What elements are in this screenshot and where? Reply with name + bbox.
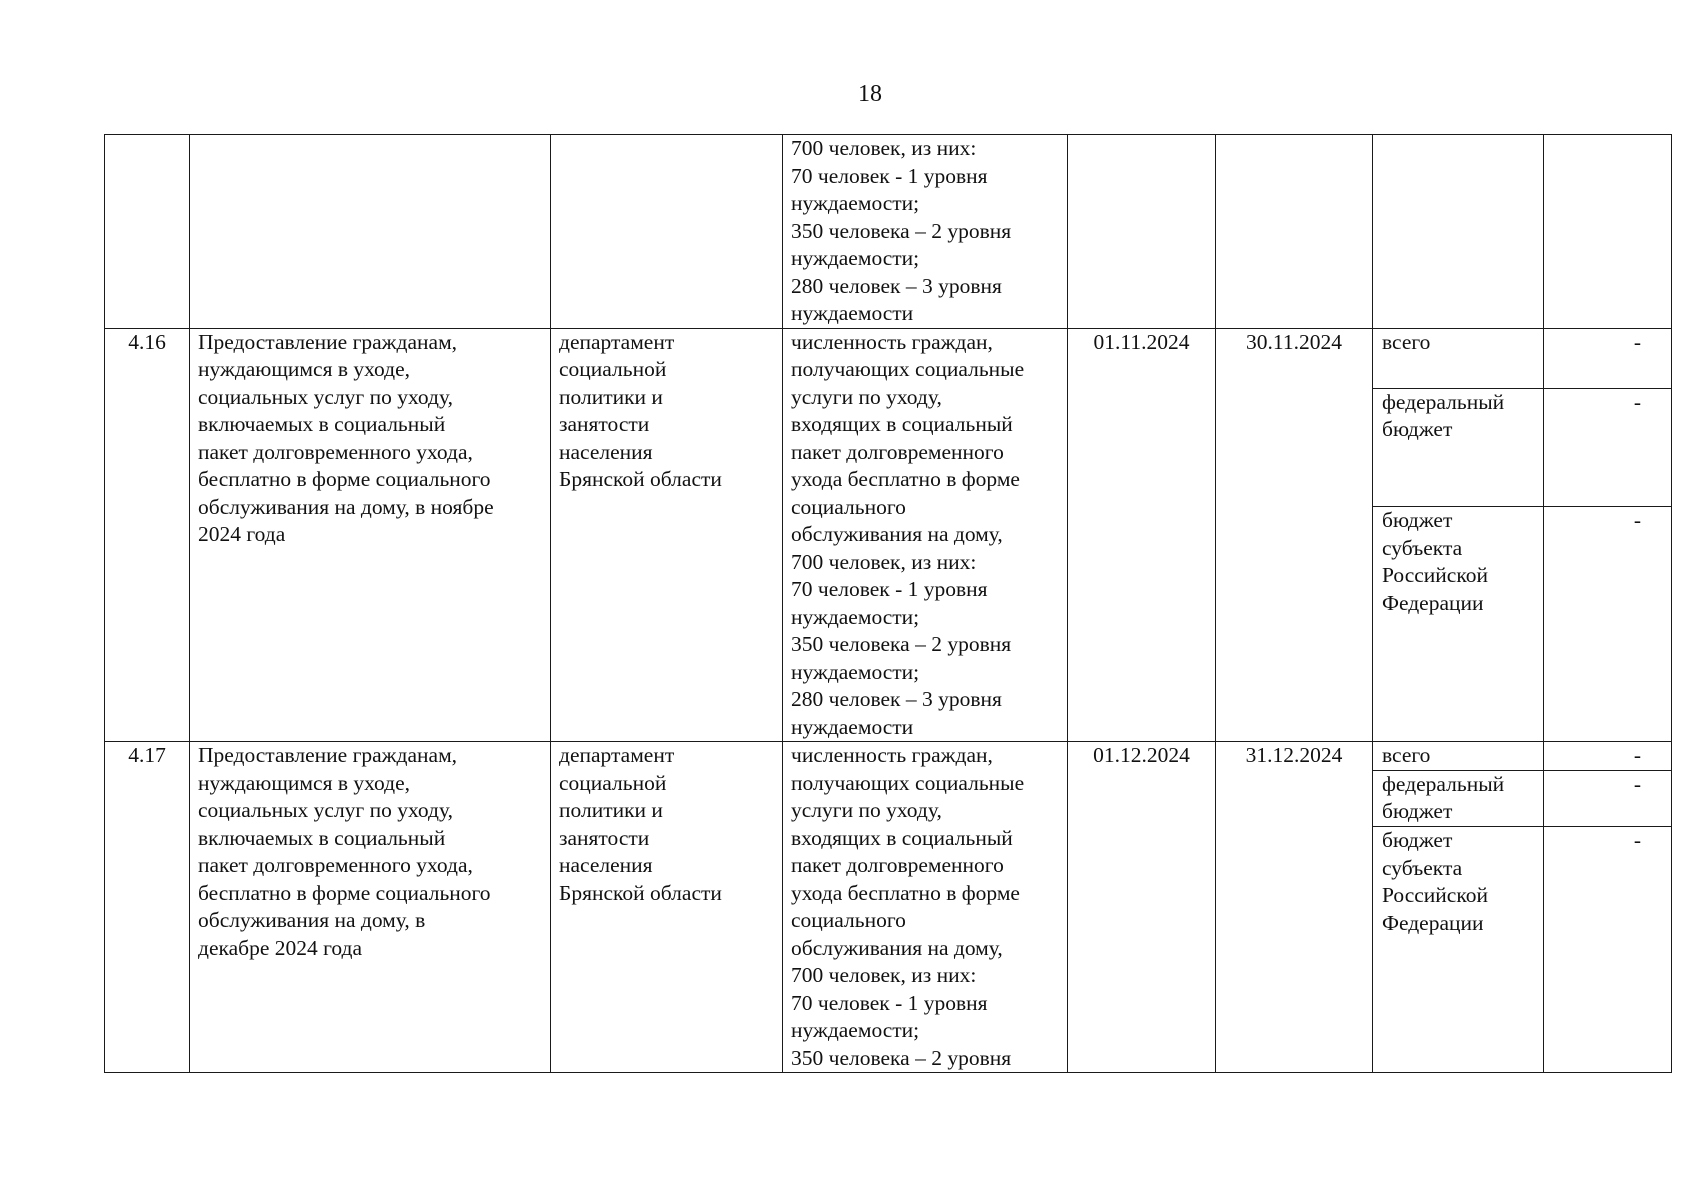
indicator-line: пакет долговременного bbox=[791, 853, 1004, 877]
event-line: социальных услуг по уходу, bbox=[198, 798, 453, 822]
responsible-line: социальной bbox=[559, 770, 667, 795]
funding-amount: - bbox=[1544, 742, 1672, 771]
indicator-line: 70 человек - 1 уровня bbox=[791, 990, 988, 1015]
indicator-line: 350 человека – 2 уровня bbox=[791, 218, 1012, 243]
indicator-line: входящих в социальный bbox=[791, 825, 1013, 850]
indicator-line: социального bbox=[791, 494, 906, 519]
start-date: 01.11.2024 bbox=[1068, 328, 1216, 742]
indicator-line: получающих социальные bbox=[791, 357, 1025, 381]
indicator-line: услуги по уходу, bbox=[791, 798, 942, 822]
event-line: бесплатно в форме социального bbox=[198, 880, 491, 905]
funding-source-line: бюджет bbox=[1382, 417, 1453, 442]
row-number: 4.17 bbox=[105, 742, 190, 1073]
responsible-cell bbox=[551, 328, 783, 742]
end-date: 31.12.2024 bbox=[1216, 742, 1373, 1073]
funding-amount: - bbox=[1544, 827, 1672, 1073]
event-line: пакет долговременного ухода, bbox=[198, 439, 473, 464]
indicator-line: 700 человек, из них: bbox=[791, 549, 977, 574]
indicator-line: нуждаемости; bbox=[791, 659, 920, 684]
indicator-line: нуждаемости; bbox=[791, 246, 920, 270]
event-line: пакет долговременного ухода, bbox=[198, 853, 473, 877]
responsible-cell bbox=[551, 742, 783, 1073]
indicator-line: численность граждан, bbox=[791, 743, 993, 767]
responsible-line: занятости bbox=[559, 825, 650, 850]
funding-source-line: федеральный bbox=[1382, 771, 1505, 796]
event-cell bbox=[190, 742, 551, 1073]
funding-source-line: бюджет bbox=[1382, 828, 1453, 852]
indicator-line: нуждаемости; bbox=[791, 1018, 920, 1042]
event-line: социальных услуг по уходу, bbox=[198, 384, 453, 409]
indicator-line: нуждаемости; bbox=[791, 604, 920, 629]
event-line: нуждающимся в уходе, bbox=[198, 770, 411, 795]
indicator-line: 350 человека – 2 уровня bbox=[791, 1045, 1012, 1070]
funding-source-line: Российской bbox=[1382, 883, 1488, 907]
funding-amount: - bbox=[1544, 388, 1672, 506]
indicator-line: обслуживания на дому, bbox=[791, 935, 1003, 960]
funding-source-line: всего bbox=[1382, 743, 1431, 767]
funding-amount-cell bbox=[1544, 135, 1672, 329]
funding-source-line: субъекта bbox=[1382, 855, 1463, 880]
indicator-line: 70 человек - 1 уровня bbox=[791, 577, 988, 601]
indicator-line: ухода бесплатно в форме bbox=[791, 467, 1020, 491]
indicator-line: 700 человек, из них: bbox=[791, 136, 977, 160]
funding-source-cell bbox=[1373, 135, 1544, 329]
funding-source bbox=[1373, 742, 1544, 771]
funding-source bbox=[1373, 388, 1544, 506]
indicator-line: 280 человек – 3 уровня bbox=[791, 687, 1002, 711]
indicator-cell bbox=[783, 328, 1068, 742]
event-line: бесплатно в форме социального bbox=[198, 467, 491, 491]
funding-source bbox=[1373, 507, 1544, 742]
funding-source-line: всего bbox=[1382, 329, 1431, 354]
indicator-line: 280 человек – 3 уровня bbox=[791, 273, 1002, 298]
indicator-line: входящих в социальный bbox=[791, 412, 1013, 436]
number-cell bbox=[105, 135, 190, 329]
page-number: 18 bbox=[858, 81, 882, 107]
funding-source-line: бюджет bbox=[1382, 508, 1453, 533]
responsible-line: политики и bbox=[559, 384, 663, 409]
indicator-line: обслуживания на дому, bbox=[791, 522, 1003, 546]
responsible-line: социальной bbox=[559, 357, 667, 381]
row-number: 4.16 bbox=[105, 328, 190, 742]
responsible-line: департамент bbox=[559, 743, 675, 767]
event-line: декабре 2024 года bbox=[198, 935, 363, 960]
event-line: обслуживания на дому, в ноябре bbox=[198, 494, 494, 519]
event-line: включаемых в социальный bbox=[198, 412, 446, 436]
indicator-line: 70 человек - 1 уровня bbox=[791, 163, 988, 188]
indicator-line: социального bbox=[791, 908, 906, 932]
event-line: включаемых в социальный bbox=[198, 825, 446, 850]
funding-source-line: федеральный bbox=[1382, 389, 1505, 414]
event-cell bbox=[190, 328, 551, 742]
indicator-line: 350 человека – 2 уровня bbox=[791, 632, 1012, 656]
funding-amount: - bbox=[1544, 507, 1672, 742]
funding-source bbox=[1373, 328, 1544, 388]
responsible-line: Брянской области bbox=[559, 467, 722, 491]
responsible-cell bbox=[551, 135, 783, 329]
indicator-cell bbox=[783, 135, 1068, 329]
table-row-4-17 bbox=[105, 742, 1672, 771]
funding-source-line: Российской bbox=[1382, 563, 1488, 588]
event-line: Предоставление гражданам, bbox=[198, 329, 458, 354]
funding-source-line: Федерации bbox=[1382, 590, 1484, 615]
start-date: 01.12.2024 bbox=[1068, 742, 1216, 1073]
indicator-cell bbox=[783, 742, 1068, 1073]
indicator-line: пакет долговременного bbox=[791, 439, 1004, 464]
funding-source bbox=[1373, 827, 1544, 1073]
indicator-line: ухода бесплатно в форме bbox=[791, 880, 1020, 905]
indicator-line: нуждаемости bbox=[791, 714, 914, 739]
event-line: Предоставление гражданам, bbox=[198, 743, 458, 767]
indicator-line: 700 человек, из них: bbox=[791, 963, 977, 987]
funding-source-line: субъекта bbox=[1382, 535, 1463, 560]
indicator-line: нуждаемости bbox=[791, 301, 914, 325]
responsible-line: Брянской области bbox=[559, 880, 722, 905]
table-row-4-16 bbox=[105, 328, 1672, 388]
event-cell bbox=[190, 135, 551, 329]
measures-table bbox=[104, 134, 1672, 1073]
indicator-line: услуги по уходу, bbox=[791, 384, 942, 409]
start-date-cell bbox=[1068, 135, 1216, 329]
responsible-line: департамент bbox=[559, 329, 675, 354]
responsible-line: населения bbox=[559, 439, 653, 464]
event-line: 2024 года bbox=[198, 522, 286, 546]
indicator-line: нуждаемости; bbox=[791, 191, 920, 215]
funding-source-line: бюджет bbox=[1382, 799, 1453, 824]
indicator-line: получающих социальные bbox=[791, 770, 1025, 795]
event-line: нуждающимся в уходе, bbox=[198, 357, 411, 381]
indicator-line: численность граждан, bbox=[791, 329, 993, 354]
end-date: 30.11.2024 bbox=[1216, 328, 1373, 742]
funding-amount: - bbox=[1544, 328, 1672, 388]
event-line: обслуживания на дому, в bbox=[198, 908, 426, 932]
funding-source-line: Федерации bbox=[1382, 910, 1484, 935]
end-date-cell bbox=[1216, 135, 1373, 329]
table-row-continuation bbox=[105, 135, 1672, 329]
funding-source bbox=[1373, 770, 1544, 826]
responsible-line: занятости bbox=[559, 412, 650, 436]
responsible-line: политики и bbox=[559, 798, 663, 822]
responsible-line: населения bbox=[559, 853, 653, 877]
funding-amount: - bbox=[1544, 770, 1672, 826]
